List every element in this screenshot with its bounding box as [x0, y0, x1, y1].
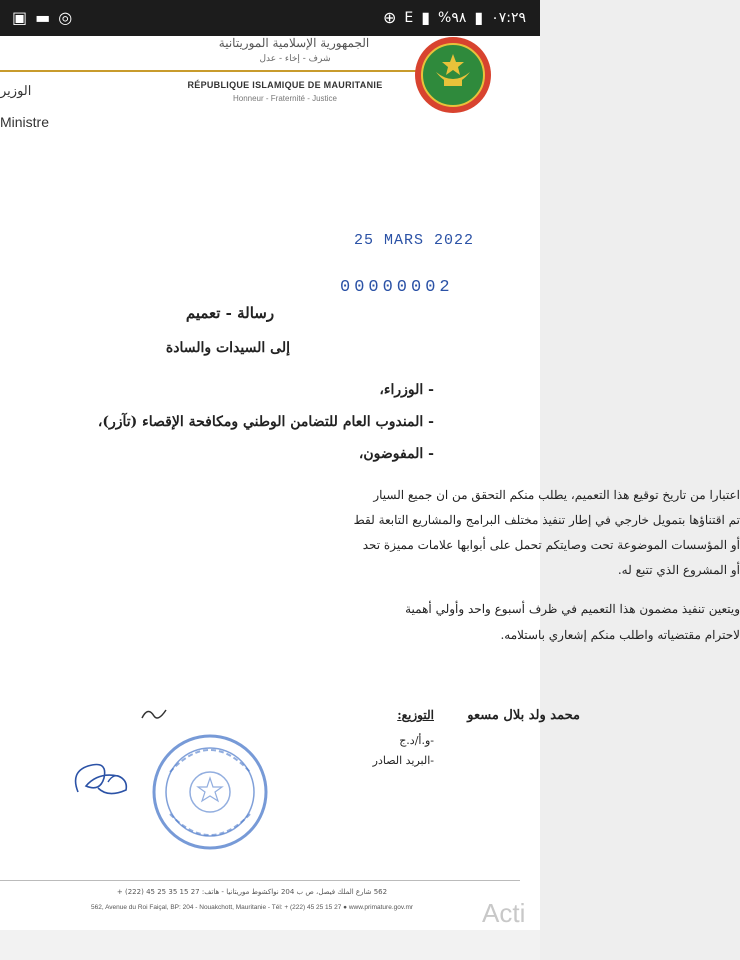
footer-french-address: 562, Avenue du Roi Faiçal, BP: 204 - Nouakchott, Mauritanie - Tél: + (222) 45 25 15 27 ● www.primature.gov.mr [90, 904, 414, 911]
footer-rule [0, 880, 520, 881]
status-bar-left [12, 8, 72, 28]
letterhead-arabic-motto: شرف - إخاء - عدل [259, 54, 331, 64]
document-image[interactable] [0, 36, 740, 930]
signer-name: محمد ولد بلال مسعو [467, 708, 580, 723]
letterhead-arabic-name: الجمهورية الإسلامية الموريتانية [218, 36, 370, 50]
paragraph-line: اعتبارا من تاريخ توقيع هذا التعميم، يطلب منكم التحقق من ان جميع السيار [373, 488, 740, 502]
battery-icon: ▮ [474, 8, 484, 27]
paragraph-line: أو المشروع الذي تتبع له. [617, 563, 740, 577]
recipient-item: - المندوب العام للتضامن الوطني ومكافحة الإقصاء (تآزر)، [97, 414, 434, 430]
recipient-item: - الوزراء، [379, 382, 434, 398]
recipient-item: - المفوضون، [358, 446, 434, 462]
distribution-item: -و.أ/د.ج [399, 734, 434, 747]
letterhead-french-name: RÉPUBLIQUE ISLAMIQUE DE MAURITANIE [187, 80, 383, 90]
paragraph-line: ويتعين تنفيذ مضمون هذا التعميم في ظرف أسبوع واحد وأولي أهمية [405, 602, 740, 616]
paragraph-line: تم اقتناؤها بتمويل خارجي في إطار تنفيذ مختلف البرامج والمشاريع التابعة لقط [353, 513, 740, 527]
letter-addressee: إلى السيدات والسادة [165, 340, 290, 356]
bottom-bar [0, 930, 540, 960]
footer-arabic-address: 562 شارع الملك فيصل، ص ب 204 نواكشوط موريتانيا - هاتف: 27 15 35 25 45 (222) + [116, 888, 388, 896]
activation-watermark: Acti [482, 898, 526, 928]
distribution-item: -البريد الصادر [372, 754, 434, 767]
letterhead-rule [0, 70, 418, 72]
status-bar [0, 0, 540, 36]
date-stamp: 25 MARS 2022 [354, 232, 475, 249]
paragraph-line: لاحترام مقتضياته واطلب منكم إشعاري باستلامه. [500, 628, 740, 642]
whatsapp-icon: ◎ [58, 8, 73, 27]
gallery-icon: ▣ [12, 8, 28, 27]
distribution-title: التوزيع: [397, 708, 434, 722]
signature-mark-icon [140, 704, 168, 724]
handwritten-signature-icon [68, 752, 138, 802]
letter-title: رسالة - تعميم [185, 304, 275, 322]
paragraph-line: أو المؤسسات الموضوعة تحت وصايتكم تحمل على أبوابها علامات مميزة تحد [362, 538, 740, 552]
data-saver-icon: ⊕ [382, 8, 397, 27]
letterhead-french-motto: Honneur - Fraternité - Justice [232, 94, 338, 103]
ministry-stamp-icon [150, 732, 270, 852]
letterhead-left-arabic: الوزير [0, 84, 32, 99]
folder-icon: ▬ [35, 8, 51, 27]
battery-percent: %٩٨ [438, 10, 467, 26]
letterhead-left-french: Ministre [0, 114, 50, 130]
status-bar-right [383, 8, 526, 28]
network-type: E [404, 10, 414, 26]
reference-number: 00000002 [340, 278, 454, 297]
clock: ٠٧:٢٩ [491, 10, 526, 26]
signal-icon: ▮ [421, 8, 431, 27]
mauritania-seal-icon [414, 36, 492, 114]
